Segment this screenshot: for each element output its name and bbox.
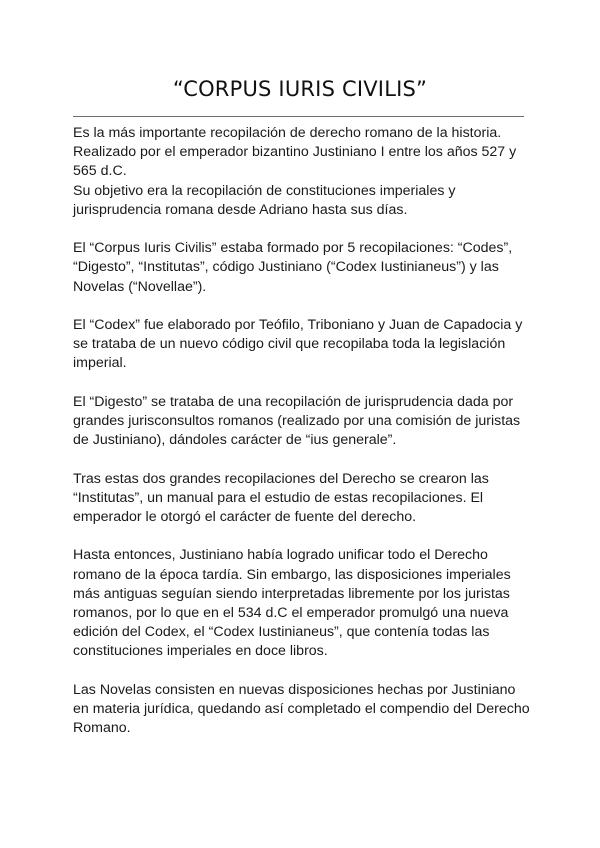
paragraph-institutas [73, 470, 533, 528]
text-line: emperador le otorgó el carácter de fuente del derecho. [73, 509, 417, 525]
paragraph-gap [73, 374, 533, 393]
text-line: se trataba de un nuevo código civil que recopilaba toda la legislación [73, 336, 506, 353]
paragraph-gap [73, 527, 533, 546]
text-line: “Institutas”, un manual para el estudio de estas recopilaciones. El [73, 489, 484, 506]
text-line: grandes jurisconsultos romanos (realizado por una comisión de juristas [73, 413, 521, 429]
text-line: romano de la época tardía. Sin embargo, las disposiciones imperiales [73, 566, 511, 583]
text-line: constituciones imperiales en doce libros. [73, 643, 328, 660]
document-body [73, 124, 533, 738]
paragraph-digesto [73, 393, 533, 451]
text-line: en materia jurídica, quedando así completado el compendio del Derecho [73, 701, 530, 717]
document-title: “CORPUS IURIS CIVILIS” [172, 77, 428, 101]
text-line: Su objetivo era la recopilación de constituciones imperiales y [73, 182, 456, 199]
text-line: Hasta entonces, Justiniano había logrado unificar todo el Derecho [73, 547, 488, 564]
text-line: imperial. [73, 355, 127, 372]
paragraph-gap [73, 662, 533, 681]
text-line: El “Corpus Iuris Civilis” estaba formado por 5 recopilaciones: “Codes”, [73, 240, 513, 257]
text-line: de Justiniano), dándoles carácter de “ius generale”. [73, 432, 397, 449]
text-line: Novelas (“Novellae”). [73, 278, 207, 295]
text-line: más antiguas seguían siendo interpretadas libremente por los juristas [73, 585, 510, 602]
paragraph-gap [73, 297, 533, 316]
text-line: 565 d.C. [73, 163, 127, 180]
text-line: Es la más importante recopilación de derecho romano de la historia. [73, 125, 502, 141]
paragraph-composition [73, 239, 533, 297]
text-line: jurisprudencia romana desde Adriano hasta sus días. [73, 201, 408, 218]
text-line: El “Digesto” se trataba de una recopilación de jurisprudencia dada por [73, 393, 514, 410]
text-line: Realizado por el emperador bizantino Justiniano I entre los años 527 y [73, 144, 517, 161]
text-line: Tras estas dos grandes recopilaciones del Derecho se crearon las [73, 470, 489, 487]
title-divider [73, 116, 524, 117]
paragraph-gap [73, 450, 533, 469]
paragraph-codex [73, 316, 533, 374]
text-line: “Digesto”, “Institutas”, código Justiniano (“Codex Iustinianeus”) y las [73, 259, 499, 276]
paragraph-codex-iustinianeus [73, 546, 533, 661]
text-line: romanos, por lo que en el 534 d.C el emperador promulgó una nueva [73, 605, 509, 621]
text-line: edición del Codex, el “Codex Iustinianeus”, que contenía todas las [73, 624, 490, 641]
text-line: Romano. [73, 720, 131, 737]
text-line: Las Novelas consisten en nuevas disposiciones hechas por Justiniano [73, 681, 516, 698]
text-line: El “Codex” fue elaborado por Teófilo, Triboniano y Juan de Capadocia y [73, 317, 523, 333]
paragraph-gap [73, 220, 533, 239]
paragraph-novelas [73, 681, 533, 739]
paragraph-intro [73, 124, 533, 220]
